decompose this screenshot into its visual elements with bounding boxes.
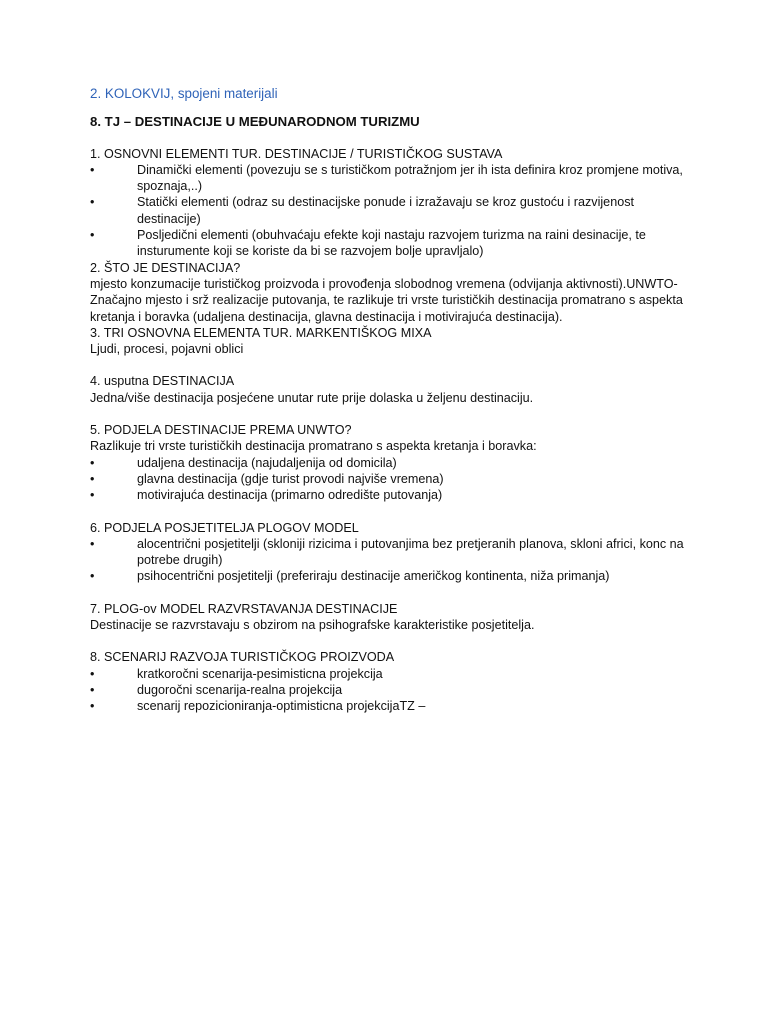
section-block <box>90 422 690 503</box>
section-heading: 2. ŠTO JE DESTINACIJA? <box>90 260 241 275</box>
section-block <box>90 146 690 260</box>
section-heading: 3. TRI OSNOVNA ELEMENTA TUR. MARKENTIŠKOG MIXA <box>90 325 432 340</box>
bullet-text: Dinamički elementi (povezuju se s turističkom potražnjom jer ih ista definira kroz promjene motiva, spoznaja,..) <box>137 162 683 194</box>
document-sections <box>90 146 690 715</box>
section-title: 8. TJ – DESTINACIJE U MEĐUNARODNOM TURIZMU <box>90 114 420 130</box>
section-block <box>90 325 690 358</box>
bullet-item <box>90 536 690 569</box>
bullet-item <box>90 568 690 584</box>
section-heading: 8. SCENARIJ RAZVOJA TURISTIČKOG PROIZVODA <box>90 650 395 665</box>
section-heading: 4. usputna DESTINACIJA <box>90 374 235 389</box>
bullet-item <box>90 487 690 503</box>
section-heading: 1. OSNOVNI ELEMENTI TUR. DESTINACIJE / TURISTIČKOG SUSTAVA <box>90 146 503 161</box>
bullet-item <box>90 698 690 714</box>
bullet-item <box>90 162 690 195</box>
bullet-icon: • <box>90 699 95 714</box>
bullet-icon: • <box>90 488 95 503</box>
section-heading: 6. PODJELA POSJETITELJA PLOGOV MODEL <box>90 520 359 535</box>
bullet-icon: • <box>90 228 95 243</box>
document-body <box>90 86 690 715</box>
document-title: 2. KOLOKVIJ, spojeni materijali <box>90 86 278 101</box>
section-block <box>90 520 690 585</box>
bullet-text: scenarij repozicioniranja-optimisticna projekcijaTZ – <box>137 699 426 714</box>
bullet-text: dugoročni scenarija-realna projekcija <box>137 682 343 697</box>
bullet-item <box>90 227 690 260</box>
bullet-icon: • <box>90 536 95 551</box>
section-block <box>90 601 690 634</box>
bullet-text: motivirajuća destinacija (primarno odredište putovanja) <box>137 488 443 503</box>
bullet-text: kratkoročni scenarija-pesimisticna projekcija <box>137 666 383 681</box>
bullet-text: psihocentrični posjetitelji (preferiraju destinacije američkog kontinenta, niža primanja) <box>137 569 610 584</box>
bullet-text: alocentrični posjetitelji (skloniji rizicima i putovanjima bez pretjeranih planova, skloni africi, konc na potrebe drugih) <box>137 536 684 568</box>
bullet-text: glavna destinacija (gdje turist provodi najviše vremena) <box>137 471 444 486</box>
bullet-item <box>90 455 690 471</box>
section-text: Ljudi, procesi, pojavni oblici <box>90 342 244 357</box>
bullet-item <box>90 471 690 487</box>
bullet-icon: • <box>90 569 95 584</box>
bullet-text: Statički elementi (odraz su destinacijske ponude i izražavaju se kroz gustoću i razvijenost destinacije) <box>137 195 634 226</box>
bullet-item <box>90 666 690 682</box>
section-heading: 7. PLOG-ov MODEL RAZVRSTAVANJA DESTINACIJE <box>90 601 398 616</box>
section-text: mjesto konzumacije turističkog proizvoda i provođenja slobodnog vremena (odvijanja aktivnosti).UNWTO-Značajno mjesto i srž realizacije putovanja, te razlikuje tri vrste turističkih destinacija promatrano s aspekta kretanja i boravka (udaljena destinacija, glavna destinacija i motivirajuća destinacija). <box>90 276 683 324</box>
section-block <box>90 373 690 406</box>
section-text: Razlikuje tri vrste turističkih destinacija promatrano s aspekta kretanja i boravka: <box>90 439 537 454</box>
section-block <box>90 260 690 325</box>
bullet-icon: • <box>90 682 95 697</box>
bullet-text: Posljedični elementi (obuhvaćaju efekte koji nastaju razvojem turizma na raini desinacije, te insturumente koji se koriste da bi se razvojem bolje upravljalo) <box>137 228 646 259</box>
bullet-icon: • <box>90 666 95 681</box>
section-block <box>90 649 690 714</box>
bullet-item <box>90 194 690 227</box>
bullet-icon: • <box>90 162 95 177</box>
bullet-item <box>90 682 690 698</box>
bullet-icon: • <box>90 195 95 210</box>
bullet-icon: • <box>90 471 95 486</box>
section-text: Destinacije se razvrstavaju s obzirom na psihografske karakteristike posjetitelja. <box>90 618 535 633</box>
section-text: Jedna/više destinacija posjećene unutar rute prije dolaska u željenu destinaciju. <box>90 390 534 405</box>
bullet-text: udaljena destinacija (najudaljenija od domicila) <box>137 455 397 470</box>
bullet-icon: • <box>90 455 95 470</box>
section-heading: 5. PODJELA DESTINACIJE PREMA UNWTO? <box>90 423 352 438</box>
